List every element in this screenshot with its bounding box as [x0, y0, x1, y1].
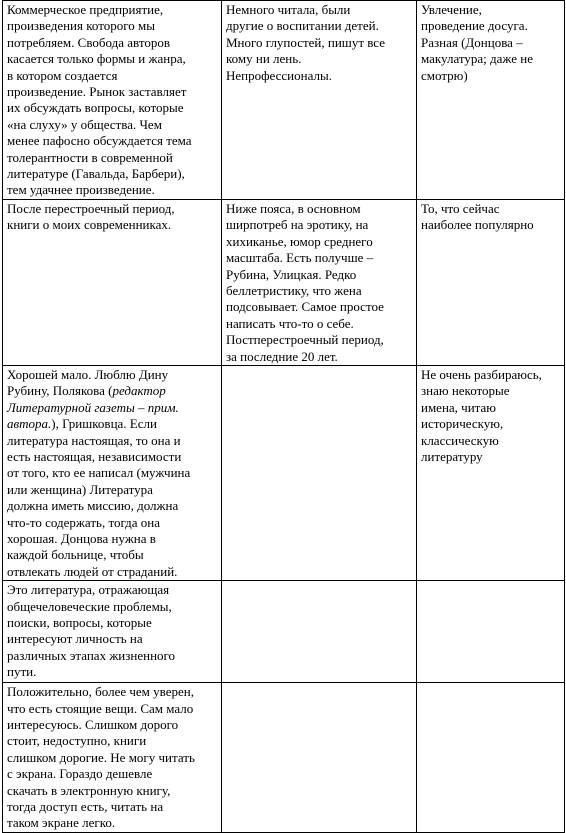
- table-row: [3, 581, 565, 683]
- table-cell: [3, 199, 222, 365]
- cell-text: После перестроечный период, книги о моих современниках.: [7, 200, 175, 233]
- table-cell: [417, 365, 565, 580]
- table-cell: [3, 581, 222, 683]
- table-cell: [222, 683, 417, 833]
- table-row: [3, 1, 565, 200]
- cell-text: [7, 367, 218, 580]
- table-cell: [222, 581, 417, 683]
- cell-text: Ниже пояса, в основном ширпотреб на эротику, на хихиканье, юмор среднего масштаба. Есть получше – Рубина, Улицкая. Редко беллетристику, что жена подсовывает. Самое простое написать что-то о себе. Постперестроечный период, за последние 20 лет.: [226, 200, 384, 364]
- survey-table: [2, 0, 565, 833]
- cell-text: Коммерческое предприятие, произведения которого мы потребляем. Свобода авторов касается только формы и жанра, в котором создается произведение. Рынок заставляет их обсуждать вопросы, которые «на слуху» у общества. Чем менее пафосно обсуждается тема толерантности в современной литературе (Гавальда, Барбери), тем удачнее произведение.: [7, 2, 192, 198]
- table-row: [3, 199, 565, 365]
- text-run: ), Гришковца. Если литература настоящая, то она и есть настоящая, независимости от того, кто ее написал (мужчина или женщина) Литература должна иметь миссию, должна что-то содержать, тогда она хорошая. Донцова нужна в каждой больнице, чтобы отвлекать людей от страданий.: [7, 416, 191, 579]
- cell-text: Увлечение, проведение досуга. Разная (Донцова – макулатура; даже не смотрю): [421, 2, 533, 83]
- italic-note: редактор Литературной газеты – прим. автора.: [7, 383, 179, 432]
- text-run: Хорошей мало. Люблю Дину Рубину, Полякова (: [7, 366, 169, 399]
- table-cell: [222, 365, 417, 580]
- cell-text: То, что сейчас наиболее популярно: [421, 200, 534, 233]
- cell-text: Не очень разбираюсь, знаю некоторые имена, читаю историческую, классическую литературу: [421, 366, 542, 464]
- cell-text: Положительно, более чем уверен, что есть стоящие вещи. Сам мало интересуюсь. Слишком дорого стоит, недоступно, книги слишком дорогие. Не могу читать с экрана. Гораздо дешевле скачать в электронную книгу, тогда доступ есть, читать на таком экране легко.: [7, 684, 195, 831]
- table-cell: [3, 1, 222, 200]
- table-cell: [417, 581, 565, 683]
- cell-text: Немного читала, были другие о воспитании детей. Много глупостей, пишут все кому ни лень. Непрофессионалы.: [226, 2, 386, 83]
- cell-text: Это литература, отражающая общечеловеческие проблемы, поиски, вопросы, которые интересуют личность на различных этапах жизненного пути.: [7, 582, 176, 680]
- table-cell: [3, 365, 222, 580]
- table-cell: [222, 1, 417, 200]
- table-row: [3, 365, 565, 580]
- table-cell: [417, 683, 565, 833]
- table-cell: [222, 199, 417, 365]
- table-cell: [417, 199, 565, 365]
- table-row: [3, 683, 565, 833]
- table-cell: [3, 683, 222, 833]
- table-cell: [417, 1, 565, 200]
